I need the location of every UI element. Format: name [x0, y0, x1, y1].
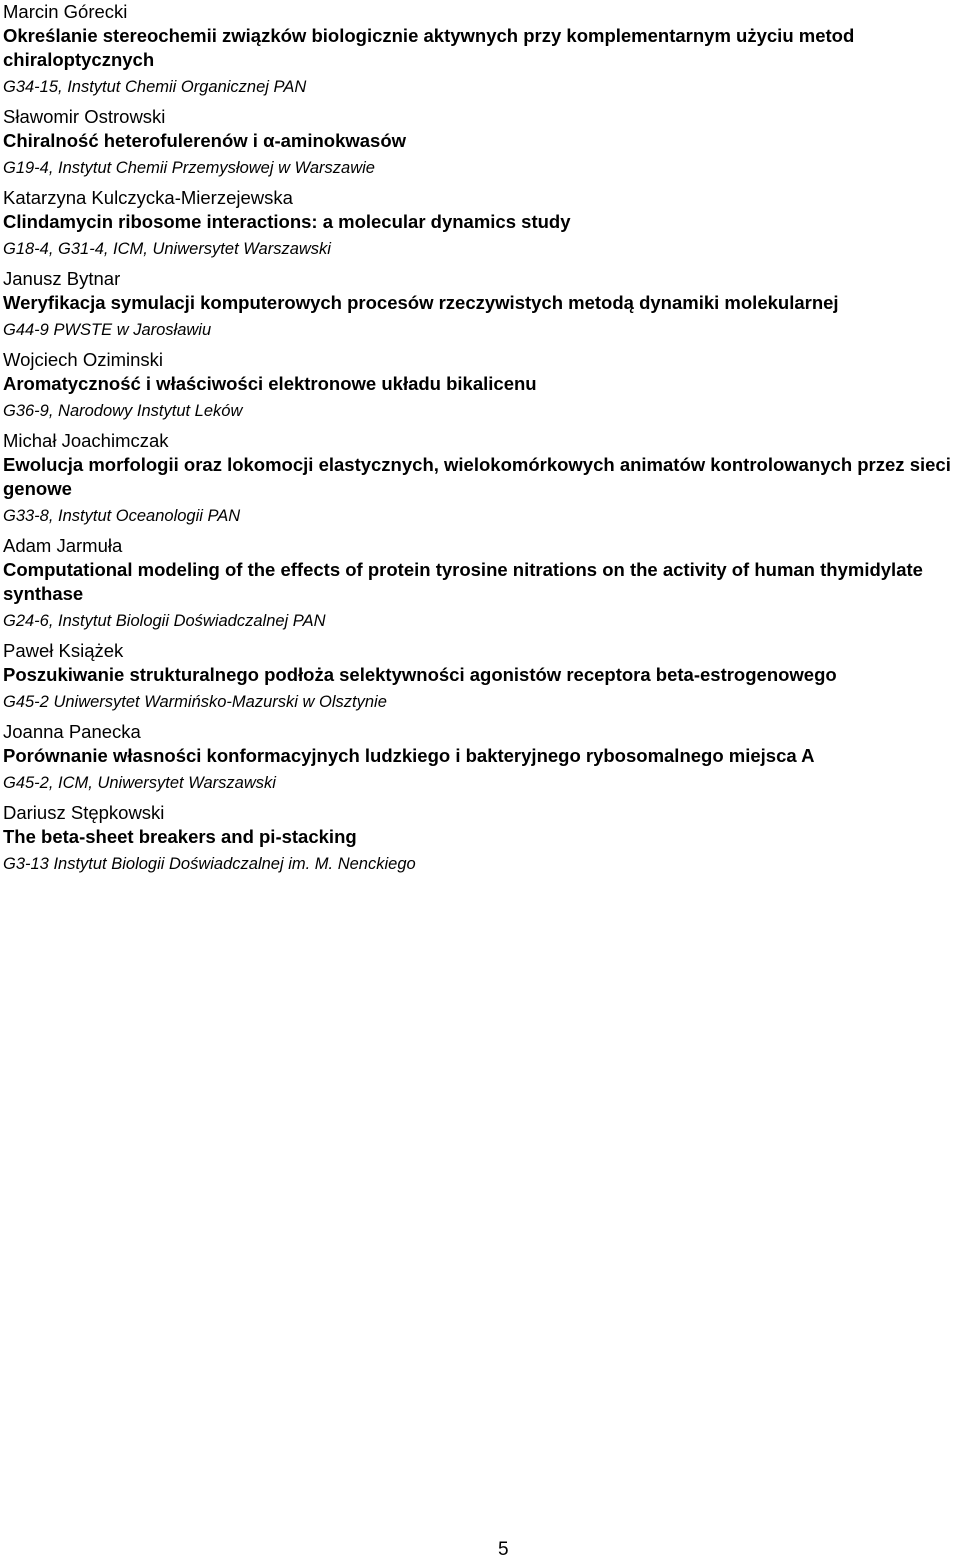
- entry-jarmula: [3, 534, 958, 632]
- entry-ostrowski: [3, 105, 958, 179]
- talk-title: Aromatyczność i właściwości elektronowe układu bikalicenu: [3, 373, 537, 394]
- author-name: Katarzyna Kulczycka-Mierzejewska: [3, 187, 293, 208]
- entry-panecka: [3, 720, 958, 794]
- author-name: Michał Joachimczak: [3, 430, 169, 451]
- entry-joachimczak: [3, 429, 958, 527]
- talk-title: Weryfikacja symulacji komputerowych procesów rzeczywistych metodą dynamiki molekularnej: [3, 292, 839, 313]
- grant-affiliation: G19-4, Instytut Chemii Przemysłowej w Warszawie: [3, 159, 375, 177]
- grant-affiliation: G34-15, Instytut Chemii Organicznej PAN: [3, 78, 307, 96]
- page-number: 5: [498, 1539, 509, 1560]
- author-name: Wojciech Oziminski: [3, 349, 164, 370]
- entry-ksiazek: [3, 639, 958, 713]
- grant-affiliation: G44-9 PWSTE w Jarosławiu: [3, 321, 212, 339]
- grant-affiliation: G45-2 Uniwersytet Warmińsko-Mazurski w Olsztynie: [3, 693, 387, 711]
- author-name: Adam Jarmuła: [3, 535, 123, 556]
- talk-title: Porównanie własności konformacyjnych ludzkiego i bakteryjnego rybosomalnego miejsca A: [3, 745, 815, 766]
- talk-title: Określanie stereochemii związków biologicznie aktywnych przy komplementarnym użyciu metod chiraloptycznych: [3, 25, 855, 70]
- grant-affiliation: G24-6, Instytut Biologii Doświadczalnej PAN: [3, 612, 326, 630]
- grant-affiliation: G3-13 Instytut Biologii Doświadczalnej im. M. Nenckiego: [3, 855, 416, 873]
- talk-title: The beta-sheet breakers and pi-stacking: [3, 826, 357, 847]
- author-name: Joanna Panecka: [3, 721, 141, 742]
- author-name: Janusz Bytnar: [3, 268, 121, 289]
- entry-stepkowski: [3, 801, 958, 875]
- author-name: Sławomir Ostrowski: [3, 106, 166, 127]
- talk-title: Poszukiwanie strukturalnego podłoża selektywności agonistów receptora beta-estrogenowego: [3, 664, 837, 685]
- grant-affiliation: G33-8, Instytut Oceanologii PAN: [3, 507, 241, 525]
- author-name: Marcin Górecki: [3, 1, 128, 22]
- author-name: Dariusz Stępkowski: [3, 802, 165, 823]
- grant-affiliation: G36-9, Narodowy Instytut Leków: [3, 402, 243, 420]
- grant-affiliation: G45-2, ICM, Uniwersytet Warszawski: [3, 774, 276, 792]
- grant-affiliation: G18-4, G31-4, ICM, Uniwersytet Warszawski: [3, 240, 331, 258]
- entry-bytnar: [3, 267, 958, 341]
- talk-title: Computational modeling of the effects of protein tyrosine nitrations on the activity of human thymidylate synthase: [3, 559, 923, 604]
- entry-kulczycka: [3, 186, 958, 260]
- talk-title: Chiralność heterofulerenów i α-aminokwasów: [3, 130, 407, 151]
- entry-gorecki: [3, 0, 958, 98]
- entry-ozimiński: [3, 348, 958, 422]
- author-name: Paweł Książek: [3, 640, 124, 661]
- document-body: [3, 0, 958, 882]
- talk-title: Clindamycin ribosome interactions: a molecular dynamics study: [3, 211, 571, 232]
- talk-title: Ewolucja morfologii oraz lokomocji elastycznych, wielokomórkowych animatów kontrolowanych przez sieci genowe: [3, 454, 951, 499]
